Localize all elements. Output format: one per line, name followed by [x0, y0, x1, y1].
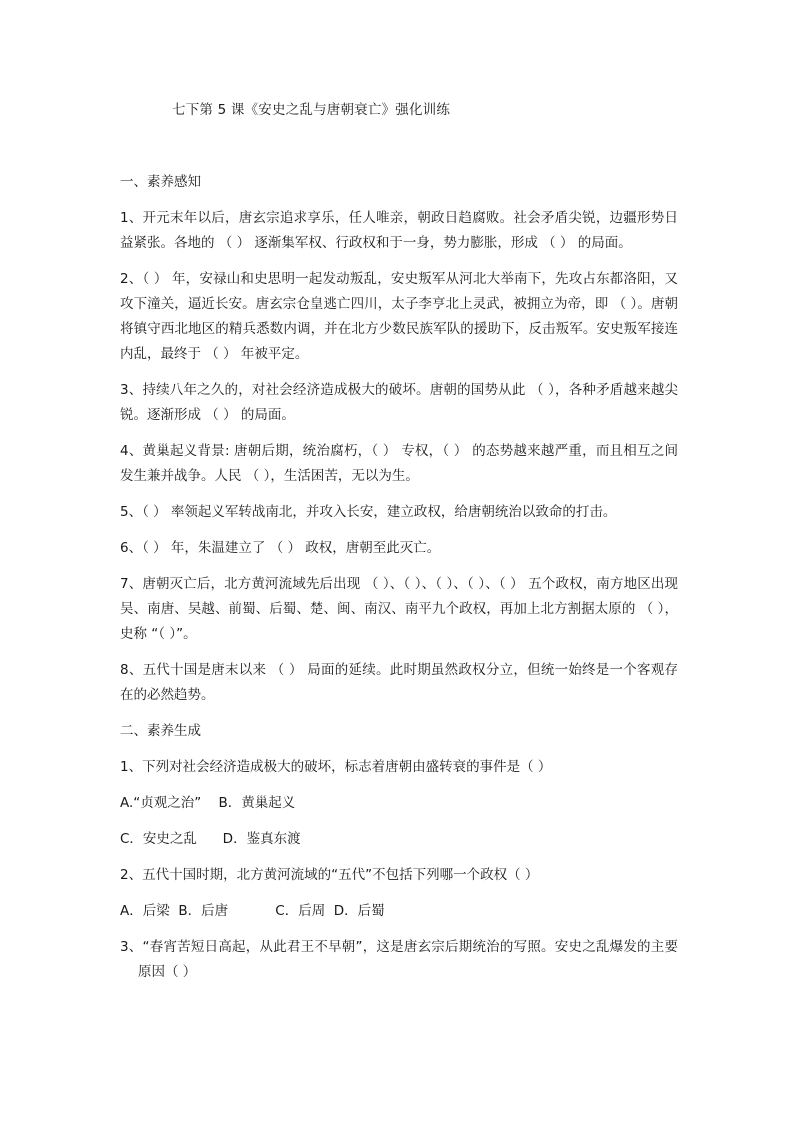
fill-in-question-7: 7、唐朝灭亡后，北方黄河流域先后出现 （ ）、（ ）、（ ）、（ ）、（ ） 五个政权，南方地区出现吴、南唐、吴越、前蜀、后蜀、楚、闽、南汉、南平九个政权，再加上北方割据太原的 （ ），史称 “（ ）”。 [120, 576, 678, 642]
choice-question-1: 1、下列对社会经济造成极大的破坏，标志着唐朝由盛转衰的事件是（ ） [120, 759, 552, 775]
fill-in-question-2: 2、（ ） 年，安禄山和史思明一起发动叛乱，安史叛军从河北大举南下，先攻占东都洛阳，又攻下潼关，逼近长安。唐玄宗仓皇逃亡四川，太子李亨北上灵武，被拥立为帝，即 （ ）。唐朝将镇守西北地区的精兵悉数内调，并在北方少数民族军队的援助下，反击叛军。安史叛军接连内乱，最终于 （ ） 年被平定。 [120, 271, 678, 362]
fill-in-question-4: 4、黄巢起义背景: 唐朝后期，统治腐朽，（ ） 专权，（ ） 的态势越来越严重，而且相互之间发生兼并战争。人民 （ ），生活困苦，无以为生。 [120, 443, 678, 484]
document-title: 七下第 5 课《安史之乱与唐朝衰亡》强化训练 [172, 102, 451, 118]
document-body [120, 170, 678, 996]
choice-question-2-options: A．后梁 B．后唐 C．后周 D．后蜀 [120, 903, 385, 919]
choice-question-1-options-ab: A.“贞观之治” B．黄巢起义 [120, 795, 296, 811]
fill-in-question-1: 1、开元末年以后，唐玄宗追求享乐，任人唯亲，朝政日趋腐败。社会矛盾尖锐，边疆形势日益紧张。各地的 （ ） 逐渐集军权、行政权和于一身，势力膨胀，形成 （ ） 的局面。 [120, 210, 678, 251]
section-heading-perception: 一、素养感知 [120, 174, 201, 190]
choice-question-2: 2、五代十国时期，北方黄河流域的“五代”不包括下列哪一个政权（ ） [120, 867, 539, 883]
choice-question-1-options-cd: C．安史之乱 D．鉴真东渡 [120, 831, 301, 847]
section-heading-generation: 二、素养生成 [120, 723, 201, 739]
choice-question-3: 3、“春宵苦短日高起，从此君王不早朝”，这是唐玄宗后期统治的写照。安史之乱爆发的主要原因（ ） [120, 939, 678, 980]
fill-in-question-5: 5、（ ） 率领起义军转战南北，并攻入长安，建立政权，给唐朝统治以致命的打击。 [120, 504, 617, 520]
fill-in-question-6: 6、（ ） 年，朱温建立了 （ ） 政权，唐朝至此灭亡。 [120, 540, 441, 556]
fill-in-question-8: 8、五代十国是唐末以来 （ ） 局面的延续。此时期虽然政权分立，但统一始终是一个客观存在的必然趋势。 [120, 662, 678, 703]
fill-in-question-3: 3、持续八年之久的，对社会经济造成极大的破坏。唐朝的国势从此 （ ），各种矛盾越来越尖锐。逐渐形成 （ ） 的局面。 [120, 382, 678, 423]
